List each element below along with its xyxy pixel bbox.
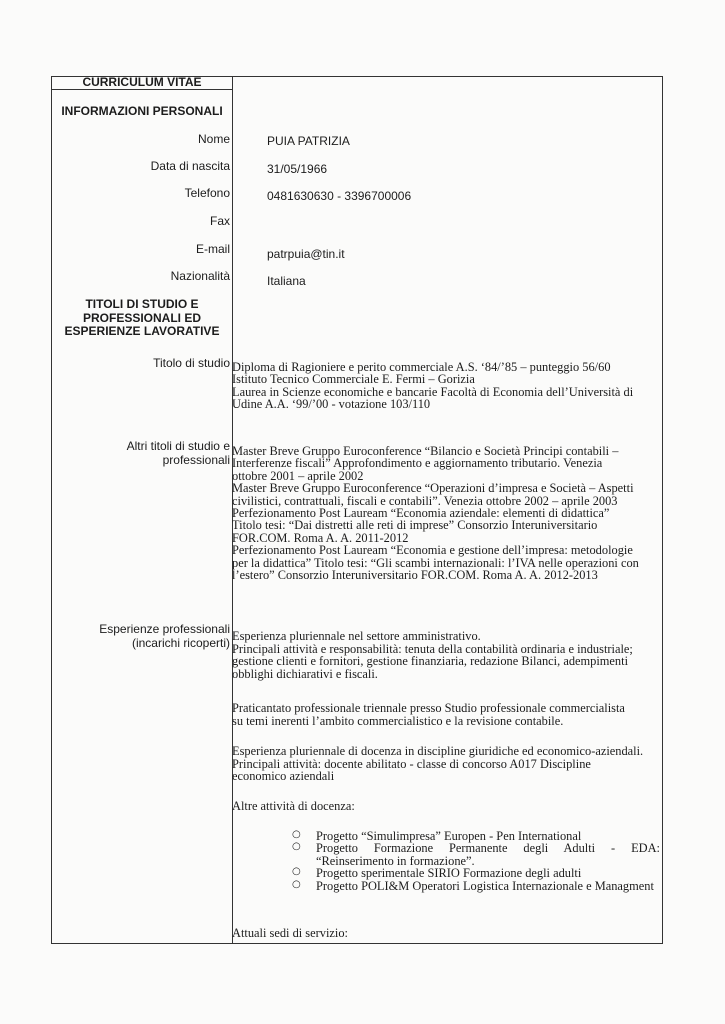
list-item-text: Progetto Formazione Permanente degli Adulti - EDA: “Reinserimento in formazione”. <box>316 841 660 868</box>
experience-paragraph-1 <box>232 630 660 680</box>
other-titles-line: Interferenze fiscali” Approfondimento e aggiornamento tributario. Venezia <box>232 456 603 471</box>
other-titles-label-line2: professionali <box>162 453 230 467</box>
experience-line: Principali attività e responsabilità: tenuta della contabilità ordinaria e industriale; <box>232 641 633 656</box>
list-item-text: Progetto sperimentale SIRIO Formazione degli adulti <box>316 866 582 881</box>
name-label: Nome <box>197 132 230 146</box>
fax-label: Fax <box>209 214 230 228</box>
other-titles-label <box>127 439 230 467</box>
education-heading <box>56 298 228 339</box>
other-titles-line: Perfezionamento Post Lauream “Economia e gestione dell’impresa: metodologie <box>232 543 633 558</box>
experience-line: Praticantato professionale triennale presso Studio professionale commercialista <box>232 701 625 715</box>
experience-line: obblighi dichiarativi e fiscali. <box>232 666 378 681</box>
circle-bullet-icon: ○ <box>292 829 301 840</box>
experience-paragraph-2 <box>232 702 660 727</box>
circle-bullet-icon: ○ <box>292 866 301 878</box>
email-value: patrpuia@tin.it <box>267 247 345 261</box>
list-item-text: Progetto POLI&M Operatori Logistica Internazionale e Managment <box>316 878 654 893</box>
list-item <box>292 842 660 867</box>
other-titles-label-line1: Altri titoli di studio e <box>126 439 230 453</box>
nationality-value: Italiana <box>267 274 306 288</box>
other-teaching-heading: Altre attività di docenza: <box>232 799 355 813</box>
circle-bullet-icon: ○ <box>292 841 301 853</box>
experience-line: Esperienza pluriennale di docenza in discipline giuridiche ed economico-aziendali. <box>232 744 644 758</box>
experience-paragraph-3 <box>232 745 660 783</box>
other-titles-text <box>232 445 660 581</box>
list-item-text: Progetto “Simulimpresa” Europen - Pen International <box>316 829 582 843</box>
studies-label: Titolo di studio <box>153 356 230 370</box>
experience-label <box>99 622 230 650</box>
personal-info-heading: INFORMAZIONI PERSONALI <box>61 104 223 118</box>
list-item <box>292 880 660 892</box>
education-heading-line3: ESPERIENZE LAVORATIVE <box>64 324 220 338</box>
phone-value: 0481630630 - 3396700006 <box>267 189 412 203</box>
experience-line: gestione clienti e fornitori, gestione finanziaria, redazione Bilanci, adempimenti <box>232 654 629 669</box>
other-titles-line: l’estero” Consorzio Interuniversitario FOR.COM. Roma A. A. 2012-2013 <box>232 568 598 583</box>
cv-title: CURRICULUM VITAE <box>82 75 202 89</box>
studies-line: Diploma di Ragioniere e perito commerciale A.S. ‘84/’85 – punteggio 56/60 <box>232 360 611 374</box>
experience-line: economico aziendali <box>232 769 335 784</box>
experience-line: Esperienza pluriennale nel settore amministrativo. <box>232 629 481 643</box>
other-titles-line: Titolo tesi: “Dai distretti alle reti di imprese” Consorzio Interuniversitario <box>232 518 598 533</box>
birth-value: 31/05/1966 <box>267 162 328 176</box>
education-heading-line1: TITOLI DI STUDIO E <box>85 297 199 311</box>
other-titles-line: Perfezionamento Post Lauream “Economia aziendale: elementi di didattica” <box>232 506 610 521</box>
birth-label: Data di nascita <box>150 159 230 173</box>
studies-line: Udine A.A. ‘99/’00 - votazione 103/110 <box>232 397 431 412</box>
other-titles-line: FOR.COM. Roma A. A. 2011-2012 <box>232 530 409 545</box>
nationality-label: Nazionalità <box>170 269 230 283</box>
experience-line: su temi inerenti l’ambito commercialistico e la revisione contabile. <box>232 713 564 728</box>
studies-text <box>232 361 660 411</box>
experience-label-line2: (incarichi ricoperti) <box>131 636 230 650</box>
studies-line: Laurea in Scienze economiche e bancarie Facoltà di Economia dell’Università di <box>232 384 634 399</box>
name-value: PUIA PATRIZIA <box>267 134 350 148</box>
studies-line: Istituto Tecnico Commerciale E. Fermi – Gorizia <box>232 372 475 387</box>
other-titles-line: Master Breve Gruppo Euroconference “Bilancio e Società Principi contabili – <box>232 444 619 458</box>
email-label: E-mail <box>195 242 230 256</box>
circle-bullet-icon: ○ <box>292 878 301 890</box>
other-titles-line: Master Breve Gruppo Euroconference “Operazioni d’impresa e Società – Aspetti <box>232 481 634 496</box>
phone-label: Telefono <box>184 186 230 200</box>
education-heading-line2: PROFESSIONALI ED <box>82 310 201 325</box>
other-titles-line: ottobre 2001 – aprile 2002 <box>232 468 364 483</box>
current-sites-heading: Attuali sedi di servizio: <box>232 926 348 940</box>
other-titles-line: civilistici, contrattuali, fiscali e contabili”. Venezia ottobre 2002 – aprile 2003 <box>232 493 618 508</box>
teaching-list <box>292 830 660 892</box>
experience-label-line1: Esperienze professionali <box>99 622 230 636</box>
other-titles-line: per la didattica” Titolo tesi: “Gli scambi internazionali: l’IVA nelle operazioni con <box>232 555 639 570</box>
experience-line: Principali attività: docente abilitato - classe di concorso A017 Discipline <box>232 756 591 771</box>
